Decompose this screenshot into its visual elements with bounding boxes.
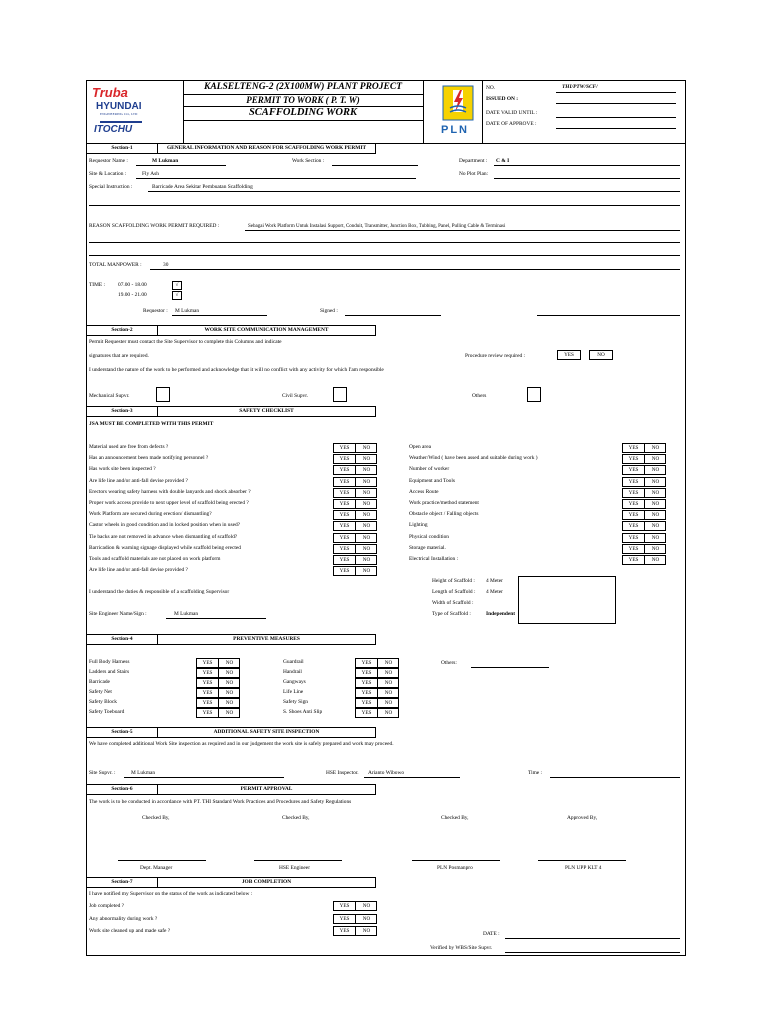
yes-option[interactable]: YES: [356, 709, 378, 717]
yes-option[interactable]: YES: [623, 455, 645, 463]
section-number: Section-5: [111, 729, 133, 735]
type-value: Independent: [486, 611, 516, 617]
preventive-item: Life Line: [283, 689, 304, 695]
signatures-text: signatures that are required.: [89, 353, 149, 359]
yes-option[interactable]: YES: [334, 444, 356, 452]
yes-no-toggle: [333, 488, 377, 498]
no-option[interactable]: NO: [225, 690, 234, 696]
yes-no-toggle: [622, 454, 666, 464]
height-label: Height of Scaffold :: [432, 578, 475, 584]
approve-line: [556, 128, 676, 129]
no-option[interactable]: NO: [384, 660, 393, 666]
site-location-label: Site & Location :: [89, 171, 127, 177]
reason-line-3: [89, 255, 680, 256]
checklist-item: Weather/Wind ( have been assed and suitable during work ): [409, 455, 538, 462]
no-option[interactable]: NO: [362, 534, 371, 541]
no-option[interactable]: NO: [362, 489, 371, 496]
yes-option[interactable]: YES: [623, 545, 645, 553]
preventive-item: Full Body Harness: [89, 659, 130, 665]
yes-option[interactable]: YES: [334, 455, 356, 463]
checklist-item: Open area: [409, 444, 431, 450]
preventive-item: Ladders and Stairs: [89, 669, 130, 675]
section-number: Section-3: [111, 408, 133, 414]
site-engineer-value: M Lukman: [174, 611, 199, 617]
no-option[interactable]: NO: [225, 700, 234, 706]
signed-line-2: [537, 315, 680, 316]
yes-option[interactable]: YES: [197, 679, 219, 687]
yes-option[interactable]: YES: [197, 709, 219, 717]
length-value: 4 Meter: [486, 589, 503, 595]
no-line: [556, 92, 676, 93]
section-7-header: [86, 877, 376, 888]
no-option[interactable]: NO: [362, 568, 371, 575]
permit-title: PERMIT TO WORK ( P. T. W): [246, 95, 360, 105]
verified-line: [505, 952, 680, 953]
yes-option[interactable]: YES: [623, 511, 645, 519]
yes-no-toggle: [333, 926, 377, 936]
width-label: Width of Scaffold :: [432, 600, 474, 606]
site-location-value: Fly Ash: [142, 171, 159, 177]
preventive-item: Gangways: [283, 679, 306, 685]
time-slot-2-checkbox[interactable]: √: [172, 291, 182, 300]
completion-item: Work site cleaned up and made safe ?: [89, 928, 171, 934]
preventive-item: Handrail: [283, 669, 302, 675]
yes-no-toggle: [622, 533, 666, 543]
checklist-item: Equipment and Tools: [409, 477, 455, 484]
no-option[interactable]: NO: [651, 545, 660, 552]
department-label: Department :: [459, 158, 488, 164]
yes-option[interactable]: YES: [623, 534, 645, 542]
preventive-item: Safety Net: [89, 689, 112, 695]
preventive-item: Guardrail: [283, 659, 304, 665]
special-line-1: [148, 191, 680, 192]
hse-inspector-value: Arianto Wibowo: [368, 770, 405, 776]
understand-text: I understand the nature of the work to be performed and acknowledge that it will no conflict with any activity for which I'am responsible: [89, 367, 384, 373]
yes-no-toggle: [196, 658, 240, 668]
preventive-item: Safety Block: [89, 699, 117, 705]
checklist-item: Proper work access provide to next upper level of scaffold being erected ?: [89, 500, 249, 506]
yes-option[interactable]: YES: [356, 659, 378, 667]
yes-option[interactable]: YES: [197, 699, 219, 707]
section-heading: WORK SITE COMMUNICATION MANAGEMENT: [204, 327, 329, 333]
yes-option[interactable]: YES: [334, 556, 356, 564]
yes-no-toggle: [355, 688, 399, 698]
preventive-item: Safety Toeboard: [89, 709, 125, 715]
section-number: Section-1: [111, 145, 133, 151]
yes-no-toggle: [333, 566, 377, 576]
yes-option[interactable]: YES: [334, 567, 356, 575]
section-heading: GENERAL INFORMATION AND REASON FOR SCAFFOLDING WORK PERMIT: [166, 145, 367, 151]
yes-no-toggle: [196, 708, 240, 718]
checklist-item: Are life line and/or anti-fall devise provided ?: [89, 477, 188, 484]
yes-option[interactable]: YES: [623, 478, 645, 486]
yes-no-toggle: [355, 698, 399, 708]
no-option[interactable]: NO: [362, 445, 371, 451]
site-supvr-value: M Lukman: [131, 770, 156, 776]
itochu-stripe: [100, 121, 142, 123]
yes-option[interactable]: YES: [623, 466, 645, 474]
no-option[interactable]: NO: [225, 670, 234, 676]
pln-text: PLN: [441, 124, 469, 136]
no-option[interactable]: NO: [651, 534, 660, 541]
yes-no-toggle: [333, 521, 377, 531]
time-slot-1: 07.00 - 18.00: [118, 282, 147, 288]
doc-no-label: NO.: [486, 85, 496, 91]
yes-option[interactable]: YES: [623, 500, 645, 508]
yes-no-toggle: [622, 443, 666, 453]
requestor-label: Requestor Name :: [89, 158, 128, 164]
yes-no-toggle: [333, 901, 377, 911]
header-divider-pln: [482, 80, 483, 143]
yes-no-toggle: [333, 544, 377, 554]
scaffold-dimensions-box: [518, 576, 616, 624]
approve-label: DATE OF APPROVE :: [486, 121, 537, 127]
checked-by-1: Checked By,: [142, 815, 170, 821]
checklist-item: Work Platform are secured during erection/ dismantling?: [89, 511, 212, 518]
yes-option[interactable]: YES: [334, 511, 356, 519]
checklist-item: Tools and scaffold materials are not placed on work platform: [89, 556, 221, 562]
section-2-header: [86, 325, 376, 336]
yes-no-toggle: [622, 544, 666, 554]
checklist-item: Obstacle object / Falling objects: [409, 511, 479, 518]
section-heading: SAFETY CHECKLIST: [239, 408, 294, 414]
mechanical-supvr-label: Mechanical Supvr.: [89, 393, 130, 399]
completion-item: Job completed ?: [89, 903, 125, 909]
reason-label: REASON SCAFFOLDING WORK PERMIT REQUIRED :: [89, 223, 220, 229]
no-option[interactable]: NO: [651, 489, 660, 496]
yes-option[interactable]: YES: [334, 902, 356, 910]
project-title: KALSELTENG-2 (2X100MW) PLANT PROJECT: [203, 82, 402, 92]
checklist-item: Access Route: [409, 488, 439, 495]
no-option[interactable]: NO: [225, 680, 234, 686]
yes-option[interactable]: YES: [356, 699, 378, 707]
site-line: [136, 178, 416, 179]
yes-no-toggle: [333, 555, 377, 565]
checklist-item: Has an announcement been made notifying personnel ?: [89, 455, 209, 462]
role-dept-manager: Dept. Manager: [140, 865, 173, 871]
site-engineer-line: [166, 618, 266, 619]
mechanical-supvr-box[interactable]: [156, 387, 170, 402]
yes-no-toggle: [333, 499, 377, 509]
no-plot-plan-label: No Plot Plan:: [459, 171, 489, 177]
yes-no-toggle: [196, 698, 240, 708]
no-option[interactable]: NO: [362, 467, 371, 474]
no-plot-line: [494, 178, 680, 179]
site-supvr-label: Site Supvr. :: [89, 770, 116, 776]
checklist-item: Lighting: [409, 522, 428, 529]
checklist-item: Erectors wearing safety harness with double lanyards and shock absorber ?: [89, 488, 251, 495]
length-label: Length of Scaffold :: [432, 589, 476, 595]
no-option[interactable]: NO: [225, 660, 234, 666]
yes-option[interactable]: YES: [623, 444, 645, 452]
yes-no-toggle: [355, 658, 399, 668]
section-number: Section-6: [111, 786, 133, 792]
yes-option[interactable]: YES: [623, 522, 645, 530]
yes-no-toggle: [196, 668, 240, 678]
procedure-review-label: Procedure review required :: [465, 353, 526, 359]
yes-option[interactable]: YES: [334, 466, 356, 474]
special-line-2: [89, 205, 680, 206]
yes-no-toggle: [196, 688, 240, 698]
notified-text: I have notified my Supervisor on the status of the work as indicated below :: [89, 891, 253, 897]
no-option[interactable]: NO: [362, 928, 371, 934]
yes-no-toggle: [333, 443, 377, 453]
role-hse-engineer: HSE Engineer: [279, 865, 310, 871]
work-title: SCAFFOLDING WORK: [248, 107, 358, 118]
yes-no-toggle: [355, 678, 399, 688]
department-line: [494, 165, 680, 166]
section-5-header: [86, 727, 376, 738]
itochu-logo: ITOCHU: [94, 124, 133, 135]
preventive-item: Safety Sign: [283, 699, 309, 705]
duties-text: I understand the duties & responsible of a scaffolding Supervisor: [89, 589, 230, 595]
yes-option[interactable]: YES: [197, 689, 219, 697]
date-label: DATE :: [483, 931, 500, 937]
time-slot-2: 19.00 - 21.00: [118, 292, 147, 298]
civil-supvr-label: Civil Supvr.: [282, 393, 309, 399]
type-label: Type of Scaffold :: [432, 611, 471, 617]
checklist-item: Are life line and/or anti-fall devise provided ?: [89, 567, 188, 574]
signed-label: Signed :: [320, 308, 338, 314]
checked-by-2: Checked By,: [282, 815, 310, 821]
yes-no-toggle: [622, 499, 666, 509]
hse-inspector-line: [364, 777, 460, 778]
yes-no-toggle: [333, 454, 377, 464]
yes-option[interactable]: YES: [623, 489, 645, 497]
no-option[interactable]: NO: [651, 467, 660, 474]
section-6-header: [86, 784, 376, 795]
yes-no-toggle: [355, 708, 399, 718]
no-option[interactable]: NO: [651, 512, 660, 519]
no-option[interactable]: NO: [384, 670, 393, 676]
hse-inspector-label: HSE Inspector.: [326, 770, 359, 776]
requestor-sign-label: Requestor :: [143, 308, 168, 314]
yes-option[interactable]: YES: [334, 927, 356, 935]
yes-option[interactable]: YES: [197, 669, 219, 677]
role-pln-upp: PLN UPP KLT 4: [565, 865, 602, 871]
lightning-icon: [441, 84, 475, 122]
checklist-item: Castor wheels in good condition and in locked position when in used?: [89, 522, 241, 529]
no-option[interactable]: NO: [362, 478, 371, 485]
work-section-label: Work Section :: [292, 158, 325, 164]
preventive-item: S. Shoes Anti Slip: [283, 709, 323, 715]
yes-option[interactable]: YES: [334, 534, 356, 542]
yes-no-toggle: [333, 533, 377, 543]
site-supvr-line: [124, 777, 284, 778]
no-option[interactable]: NO: [384, 710, 393, 716]
site-engineer-label: Site Engineer Name/Sign :: [89, 611, 147, 617]
pln-logo: [441, 84, 475, 122]
verified-label: Verified by WBS/Site Supvr.: [430, 945, 493, 951]
requestor-value: M Lukman: [152, 158, 179, 164]
yes-option[interactable]: YES: [334, 915, 356, 923]
checklist-item: Material used are free from defects ?: [89, 444, 169, 450]
yes-no-toggle: [333, 477, 377, 487]
jsa-notice: JSA MUST BE COMPLETED WITH THIS PERMIT: [89, 421, 214, 427]
yes-no-toggle: [622, 488, 666, 498]
inspection-text: We have completed additional Work Site inspection as required and in our judgement the work site is safely prepared and work may proceed.: [89, 741, 394, 747]
yes-no-toggle: [333, 510, 377, 520]
special-instruction-value: Barricade Area Sekitar Pembuatan Scaffolding: [152, 184, 253, 190]
signature-line-3: [412, 860, 500, 861]
manpower-value: 30: [163, 262, 169, 268]
manpower-label: TOTAL MANPOWER :: [89, 262, 142, 268]
procedure-yes-button[interactable]: YES: [557, 350, 581, 360]
no-option[interactable]: NO: [362, 915, 371, 922]
hyundai-subtitle: ENGINEERING CO., LTD: [100, 112, 138, 116]
signed-line: [345, 315, 441, 316]
no-option[interactable]: NO: [362, 545, 371, 552]
issued-line: [556, 103, 676, 104]
no-option[interactable]: NO: [362, 903, 371, 909]
time-slot-1-checkbox[interactable]: √: [172, 281, 182, 290]
no-option[interactable]: NO: [651, 445, 660, 451]
reason-value: Sebagai Work Platform Untuk Instalasi Support, Conduit, Transmitter, Junction Box, Tubbing, Panel, Pulling Cable & Terminasi: [248, 224, 506, 229]
yes-no-toggle: [196, 678, 240, 688]
signature-line-2: [254, 860, 342, 861]
yes-option[interactable]: YES: [334, 522, 356, 530]
signature-line-4: [538, 860, 626, 861]
reason-line-2: [89, 242, 680, 243]
requestor-sign-line: [172, 315, 267, 316]
checklist-item: Number of worker: [409, 466, 450, 473]
permit-contact-text: Permit Requester must contact the Site Supervisor to complete this Columns and indicate: [89, 339, 282, 345]
yes-option[interactable]: YES: [334, 545, 356, 553]
no-option[interactable]: NO: [225, 710, 234, 716]
section-heading: PREVENTIVE MEASURES: [233, 636, 300, 642]
no-option[interactable]: NO: [384, 700, 393, 706]
section-1-header: [86, 143, 376, 154]
section-heading: PERMIT APPROVAL: [240, 786, 293, 792]
manpower-line: [150, 269, 680, 270]
title-line-3: [183, 120, 423, 121]
approval-text: The work is to be conducted in accordance with PT. THI Standard Work Practices and Procedures and Safety Regulations: [89, 799, 352, 805]
approved-by: Approved By,: [567, 815, 598, 821]
procedure-no-button[interactable]: NO: [589, 350, 613, 360]
no-option[interactable]: NO: [362, 557, 371, 563]
yes-no-toggle: [333, 914, 377, 924]
department-value: C & I: [496, 158, 510, 164]
section-number: Section-4: [111, 636, 133, 642]
no-option[interactable]: NO: [384, 680, 393, 686]
completion-item: Any abnormality during work ?: [89, 915, 158, 922]
checklist-item: Electrical Installation :: [409, 556, 459, 562]
preventive-item: Barricade: [89, 679, 110, 685]
doc-no-value: THI/PTW/SCF/: [562, 84, 598, 90]
section-number: Section-7: [111, 879, 133, 885]
no-option[interactable]: NO: [384, 690, 393, 696]
special-instruction-label: Special Instruction :: [89, 184, 133, 190]
yes-option[interactable]: YES: [334, 489, 356, 497]
section-4-header: [86, 634, 376, 645]
time-label: TIME :: [89, 282, 106, 288]
others-label: Others: [472, 393, 487, 399]
yes-option[interactable]: YES: [356, 689, 378, 697]
no-option[interactable]: NO: [362, 456, 371, 463]
truba-logo: Truba: [92, 85, 128, 100]
section-heading: ADDITIONAL SAFETY SITE INSPECTION: [213, 729, 320, 735]
section-3-header: [86, 406, 376, 417]
yes-option[interactable]: YES: [623, 556, 645, 564]
no-option[interactable]: NO: [651, 523, 660, 530]
checklist-item: Physical condition: [409, 533, 449, 540]
valid-label: DATE VALID UNTIL :: [486, 110, 538, 116]
no-option[interactable]: NO: [362, 523, 371, 530]
no-option[interactable]: NO: [362, 512, 371, 519]
hyundai-logo: HYUNDAI: [96, 101, 142, 112]
issued-label: ISSUED ON :: [486, 96, 519, 102]
section-heading: JOB COMPLETION: [241, 879, 292, 885]
yes-option[interactable]: YES: [334, 500, 356, 508]
date-line: [505, 938, 680, 939]
others-label: Others:: [441, 660, 457, 666]
work-section-line: [332, 165, 418, 166]
no-option[interactable]: NO: [362, 501, 371, 507]
yes-no-toggle: [622, 555, 666, 565]
yes-no-toggle: [622, 477, 666, 487]
reason-line-1: [245, 230, 680, 231]
yes-option[interactable]: YES: [356, 679, 378, 687]
no-option[interactable]: NO: [651, 456, 660, 463]
yes-no-toggle: [622, 510, 666, 520]
no-option[interactable]: NO: [651, 557, 660, 563]
signature-line-1: [118, 860, 206, 861]
section-number: Section-2: [111, 327, 133, 333]
height-value: 4 Meter: [486, 578, 503, 584]
checked-by-3: Checked By,: [441, 815, 469, 821]
checklist-item: Barricadion & warning signage displayed while scaffold being erected: [89, 544, 241, 551]
time-label: Time :: [528, 770, 543, 776]
no-option[interactable]: NO: [651, 501, 660, 507]
others-box[interactable]: [527, 387, 541, 402]
checklist-item: Has work site been inspected ?: [89, 466, 156, 473]
valid-line: [556, 117, 676, 118]
yes-option[interactable]: YES: [334, 478, 356, 486]
yes-no-toggle: [622, 521, 666, 531]
role-pln-posmanpro: PLN Posmanpro: [437, 865, 473, 871]
yes-no-toggle: [622, 465, 666, 475]
checklist-item: Work practice/method statement: [409, 500, 479, 506]
no-option[interactable]: NO: [651, 478, 660, 485]
civil-supvr-box[interactable]: [333, 387, 347, 402]
yes-no-toggle: [333, 465, 377, 475]
checklist-item: Storage material.: [409, 544, 446, 551]
header-divider-title: [423, 80, 424, 143]
yes-no-toggle: [355, 668, 399, 678]
yes-option[interactable]: YES: [356, 669, 378, 677]
requestor-line: [136, 165, 226, 166]
time-line: [550, 777, 680, 778]
requestor-sign-value: M Lukman: [175, 308, 200, 314]
checklist-item: Tie backs are not removed in advance when dismantling of scaffold?: [89, 533, 238, 540]
others-line: [471, 667, 549, 668]
yes-option[interactable]: YES: [197, 659, 219, 667]
